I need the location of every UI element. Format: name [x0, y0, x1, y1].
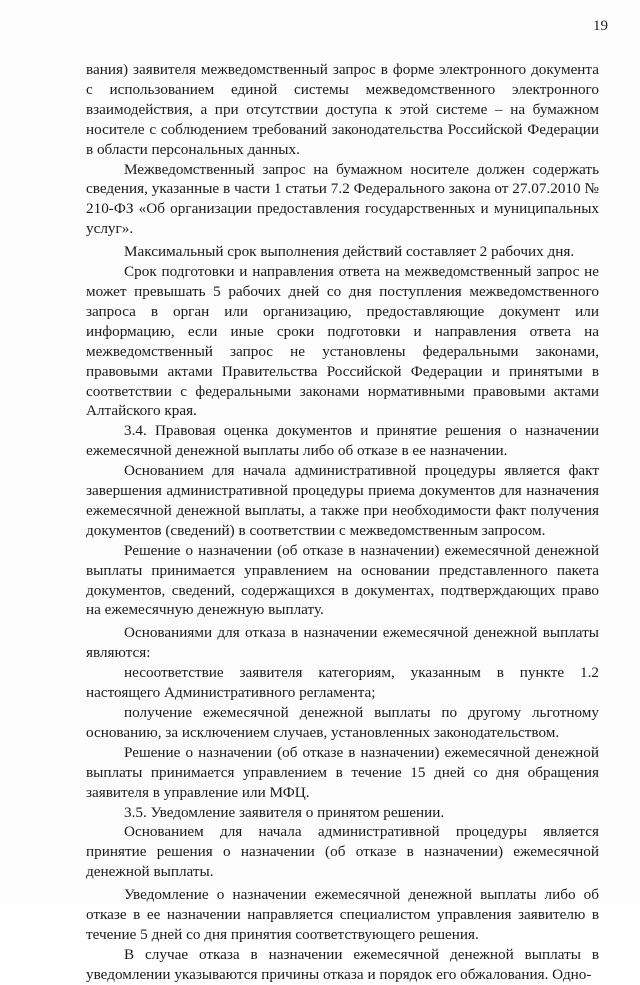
paragraph: Основанием для начала административной процедуры является принятие решения о назначении (об отказе в назначении) ежемесячной денежной выплаты. [86, 823, 599, 881]
paragraph: Срок подготовки и направления ответа на межведомственный запрос не может превышать 5 рабочих дней со дня поступления межведомственного запроса в орган или организацию, предоставляющие документ или информацию, если иные сроки подготовки и направления ответа на межведомственный запрос не установлены федеральными законами, правовыми актами Правительства Российской Федерации и принятыми в соответствии с федеральными законами нормативными правовыми актами Алтайского края. [86, 263, 599, 420]
paragraph: Межведомственный запрос на бумажном носителе должен содержать сведения, указанные в части 1 статьи 7.2 Федерального закона от 27.07.2010 № 210-ФЗ «Об организации предоставления государственных и муниципальных услуг». [86, 160, 599, 238]
list-item: получение ежемесячной денежной выплаты по другому льготному основанию, за исключением случаев, установленных законодательством. [86, 704, 599, 741]
section-heading: 3.4. Правовая оценка документов и принятие решения о назначении ежемесячной денежной выплаты либо об отказе в ее назначении. [86, 422, 599, 460]
paragraph: Основаниями для отказа в назначении ежемесячной денежной выплаты являются: [86, 624, 599, 662]
paragraph: Максимальный срок выполнения действий составляет 2 рабочих дня. [124, 243, 575, 261]
paragraph: Решение о назначении (об отказе в назначении) ежемесячной денежной выплаты принимается управлением в течение 15 дней со дня обращения заявителя в управление или МФЦ. [86, 743, 599, 801]
page-number: 19 [593, 18, 608, 34]
list-item: несоответствие заявителя категориям, указанным в пункте 1.2 настоящего Административного регламента; [86, 664, 599, 702]
paragraph: Уведомление о назначении ежемесячной денежной выплаты либо об отказе в ее назначении направляется специалистом управления заявителю в течение 5 дней со дня принятия соответствующего решения. [86, 886, 599, 943]
paragraph: Основанием для начала административной процедуры является факт завершения административной процедуры приема документов для назначения ежемесячной денежной выплаты, а также при необходимости факт получения документов (сведений) в соответствии с межведомственным запросом. [86, 462, 599, 539]
paragraph: Решение о назначении (об отказе в назначении) ежемесячной денежной выплаты принимается управлением на основании представленного пакета документов, сведений, содержащихся в документах, подтверждающих право на ежемесячную денежную выплату. [86, 541, 599, 619]
section-heading: 3.5. Уведомление заявителя о принятом решении. [124, 803, 445, 821]
document-body [86, 60, 599, 985]
paragraph: вания) заявителя межведомственный запрос в форме электронного документа с использованием единой системы межведомственного электронного взаимодействия, а при отсутствии доступа к этой системе – на бумажном носителе с соблюдением требований законодательства Российской Федерации в области персональных данных. [86, 61, 599, 158]
paragraph: В случае отказа в назначении ежемесячной денежной выплаты в уведомлении указываются причины отказа и порядок его обжалования. Одно- [86, 945, 599, 983]
